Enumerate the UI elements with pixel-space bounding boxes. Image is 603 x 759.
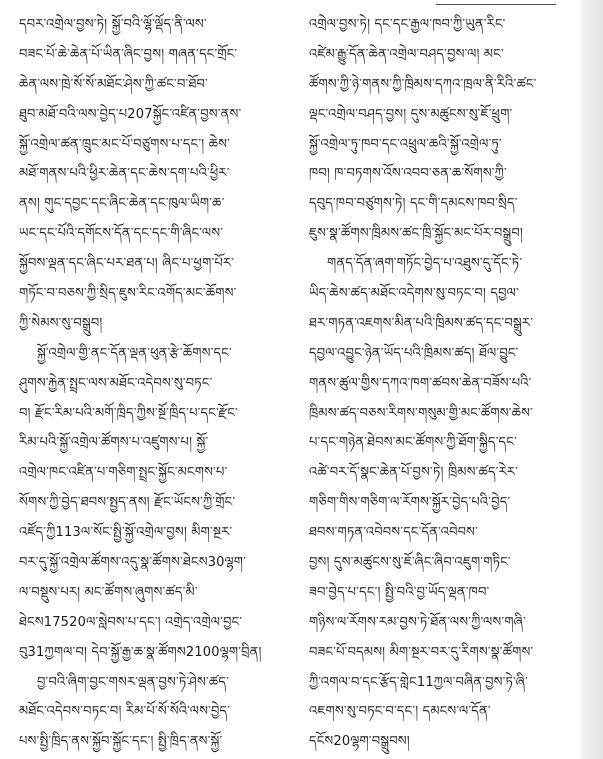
text-line: འཛེམ་རྒྱུ་དོན་ཆེན་འགྲེལ་བཤད་བྱས་ལ། མང་: [309, 46, 504, 62]
text-line: པ་དང་གཉེན་ཐེབས་མང་ཚོགས་ཀྱི་ཐོག་སྐྱིད་དང་: [309, 435, 517, 451]
text-line: ཚོགས་ཀྱི་ཉེ་གནས་ཀྱི་ཁྲིམས་དཀའ་ཁྲལ་ནི་རིའི་ཚང་: [309, 76, 537, 92]
text-line: འགྲེལ་བྱས་ཏེ། དང་དང་རྒྱལ་ཁབ་ཀྱི་ཡུན་རིང་: [309, 17, 506, 32]
text-line: སྐྱོ་འགྲེལ་གྱི་ནང་དོན་ལྡན་ཕུན་རྩེ་ཆོགས་དང་: [37, 345, 232, 361]
text-line: བྱ་བའི་ཞིག་བྱང་གསར་ལྡན་བྱས་ཏེ་ཤེས་ཚད་: [37, 674, 229, 690]
text-line: མཐོ་གནས་པའི་ཕྱིར་ཆེན་དང་ཆེས་དག་པའི་ཕྱིར་: [19, 166, 230, 182]
right-text-column: [309, 10, 571, 757]
text-line: གནད་དོན་ཞག་གཏོང་བྱེད་པ་འཐུས་དུ་དོང་ཏེ་: [327, 256, 523, 272]
text-line: མཐོང་འདེབས་བཏང་བ། རིམ་པོ་སོ་སོའི་ལས་བྱེད་: [19, 704, 231, 720]
text-line: ཐབས་གཏན་འབེབས་དང་དོན་འབེབས་: [309, 525, 479, 541]
text-line: ཡང་དང་པོའི་དགོངས་དོན་དང་དང་གི་ཞིང་ལས་: [19, 226, 224, 242]
text-line: ནས། གུང་དབྱང་དང་ཞིང་ཆེན་དང་ཁུལ་ཡིག་ཆ་: [19, 196, 225, 212]
text-line: ཀྱི་འགལ་བ་དང་རྩོད་གླེང11ཀྱལ་བཞིན་བྱས་ཏེ་ཞི་: [309, 674, 528, 690]
text-line: འཇགས་སུ་བཏང་བ་དང་། དམངས་ལ་དོན་: [309, 704, 491, 720]
text-line: ཡིད་ཆེས་ཚད་མཐོང་འདེགས་སུ་བཏང་བ། དབྱལ་: [309, 286, 519, 302]
text-line: འགྲེལ་ཁང་འཛིན་པ་གཅིག་སྤྲང་སྐྱོང་མངགས་པ་: [19, 465, 228, 481]
text-line: སྐྱོ་འགྲེལ་ཚན་ཁྲུང་མང་པོ་བཙུགས་པ་དང་། ཆེས་: [19, 136, 231, 152]
text-line: སྐྱོབས་ལྡན་དང་ཞིང་པར་ཐན་པ། ཞིང་པ་ཕྱག་པོར་: [19, 256, 235, 272]
text-line: ལ་བསྡུས་པར། མང་ཚོགས་ཞུགས་ཚད་མི་: [19, 584, 198, 600]
text-line: འཛོད་ཀྱི113ལ་སོང་སྤྱི་སྐྱོ་འགྲེལ་བྱས། མིག་སྔར་: [19, 525, 233, 541]
text-line: ཆེན་ལས་ཁྲེ་སོ་སོ་མཐོང་ཤེས་ཀྱི་ཚང་བ་ཐོབ་: [19, 76, 208, 92]
text-line: བུ31ཀྱགལ་བ། དེབ་སྐྱོ་རྒྱ་ཆ་སྣ་ཚོགས2100ལྷག་བྲིན།: [19, 644, 262, 660]
text-line: སྐྱོ་འགྲེལ་ཏུ་ཁབ་དང་འཕྲུལ་ཆའི་སྐྱོ་འགྲེལ་ཏུ་: [309, 136, 502, 152]
text-line: བཟང་པོ་བདམས། མིག་སྔར་བར་དུ་རིགས་སྣ་ཚོགས་: [309, 644, 534, 660]
text-line: ཤུགས་རྐྱེན་སྤྲང་ལས་མཐོང་འདེབས་སུ་བཏང་: [19, 375, 213, 391]
text-line: གཏོང་བ་བཅས་ཀྱི་སྲིད་ཇུས་རིང་འགོད་མང་ཆོགས་: [19, 286, 237, 302]
text-line: དབྱལ་འབྱུང་ཉེན་ཡོད་པའི་ཁྲིམས་ཚད། ཐོལ་བྱུང་: [309, 345, 519, 361]
text-line: ལྡང་འགྲེལ་བཤད་བྱས། དུས་མཚུངས་སུ་ཇོ་ཕྲུག་: [309, 106, 513, 122]
page-edge-shadow: [580, 0, 603, 759]
text-line: གཉིས་ལ་རོགས་རམ་བྱས་ཏེ་ཐོན་ལས་ཀྱི་ལས་གཞི་: [309, 614, 526, 630]
text-line: སོགས་ཀྱི་བྱེད་ཐབས་སྤྱད་ནས། རྫོང་ཡོངས་ཀྱི་གྲོང་: [19, 495, 236, 511]
text-line: ཐར་གཏན་འཇགས་མིན་པའི་ཁྲིམས་ཚད་དང་བསྒྲུར་: [309, 315, 534, 331]
text-line: རིམ་པའི་སྐྱོ་འགྲེལ་ཚོགས་པ་འཛུགས་པ། སྐྱོ་: [19, 435, 209, 451]
text-line: བ། རྫོང་རིམ་པའི་མགོ་ཁྲིད་ཀྱིས་སྔོ་ཁྲིད་པ་དང་རྫོང་: [19, 405, 238, 421]
text-line: ཐེངས17520ལ་སླེབས་པ་དང་། འགྲེད་འགྲེལ་བྱང་: [19, 614, 243, 630]
text-line: དབུད་ཁབ་བཙུགས་ཏེ། དང་གི་དམངས་ཁབ་སྲིད་: [309, 196, 518, 212]
text-line: ཀྱི་སེམས་སུ་བསྒྲུབ།: [19, 315, 103, 331]
text-line: ཇུས་སྣ་ཚོགས་ཁྲིམས་ཚང་ཁྲི་སྐྱོང་མང་པོར་བསྒྲུབ།: [309, 226, 523, 242]
text-line: ཁབ། ཁ་བཏགས་འོས་འབབ་ཅན་ཆ་སོགས་ཀྱི་: [309, 166, 507, 182]
text-line: བར་དུ་སྐྱོ་འགྲེལ་ཚོགས་འདུ་སྣ་ཚོགས་ཐེངས30ལྷག་: [19, 555, 247, 571]
text-line: བྱས། དུས་མཚུངས་སུ་ཇོ་ཞིང་ཞིབ་འཇུག་གཏིང་: [309, 555, 511, 571]
text-line: ཁྲིམས་ཚད་བཅས་རིགས་གསུམ་གྱི་མང་ཚོགས་ཆེས་: [309, 405, 534, 421]
text-line: དངོས20ལྷག་བསྒྲུབས།: [309, 734, 410, 750]
left-text-column: [19, 10, 281, 757]
header-rule: [436, 4, 556, 5]
text-line: ཟབ་བྱེད་པ་དང་། སྤྱི་བའི་བྱ་ཡོད་ལྡན་ཁབ་: [309, 584, 490, 600]
text-line: འཚེ་བར་དོ་སྣང་ཆེན་པོ་བྱས་ཏེ། ཁྲིམས་ཚད་རེར་: [309, 465, 519, 481]
text-line: པས་སྤྱི་ཁྲིད་ནས་སྐྱོབ་སྐྱོང་དང་། སྤྱི་ཁྲིད་ནས་སྐྱོ་: [19, 734, 223, 750]
text-line: གནས་ཚུལ་གྱིས་དཀའ་ཁག་ཚབས་ཆེན་བཟོས་པའི་: [309, 375, 532, 391]
text-line: གཅིག་གིས་གཅིག་ལ་རོགས་སྐྱོར་བྱེད་པའི་བྱེད་: [309, 495, 511, 511]
text-line: བཟང་པོ་ཆེ་ཆེན་པོ་ཡིན་ཞིང་བྱས། གཞན་དང་གྲོང་: [19, 46, 238, 62]
text-line: ཐུབ་མཐོ་བའི་ལས་བྱེད་པ207སྐྱོང་འཛིན་བྱས་ནས་: [19, 106, 242, 122]
text-line: དབར་འགྲེལ་བྱས་ཏེ། སྐྱོ་བའི་ལྷོ་ལྡོད་ནི་ལས་: [19, 17, 207, 32]
